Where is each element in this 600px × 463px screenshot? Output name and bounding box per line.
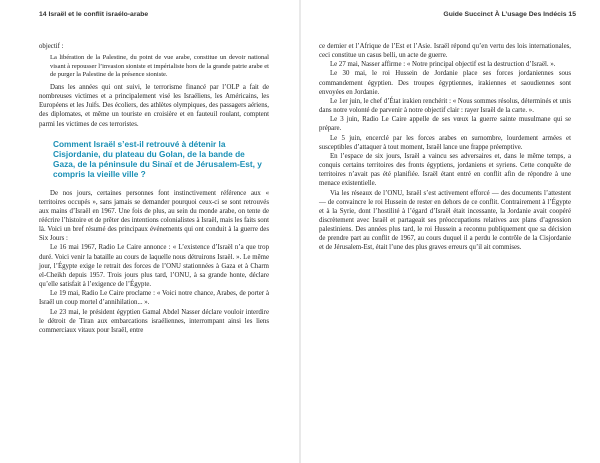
paragraph: ce dernier et l’Afrique de l’Est et l’Asie. Israël répond qu’en vertu des lois internationales, ceci constitue un casus belli, un acte de guerre. — [319, 43, 571, 60]
right-page — [301, 0, 600, 463]
left-page — [0, 0, 299, 463]
paragraph: Le 3 juin, Radio Le Caire appelle de ses vœux la guerre sainte musulmane qui se prépare. — [319, 116, 571, 133]
left-text-column — [39, 42, 269, 335]
paragraph: De nos jours, certaines personnes font instinctivement référence aux « territoires occupés », sans jamais se demander pourquoi ceux-ci se sont retrouvés aux mains d’Israël en 1967. Une fois de plus, au sein du monde arabe, on tente de réécrire l’histoire et de prêter des intentions colonialistes à Israël, mais les faits sont là. Voici un bref résumé des principaux événements qui ont conduit à la guerre des Six Jours : — [39, 189, 269, 243]
right-running-header: Guide Succinct À L’usage Des Indécis 15 — [443, 11, 576, 18]
paragraph: Le 30 mai, le roi Hussein de Jordanie place ses forces jordaniennes sous commandement égyptien. Des troupes égyptiennes, irakiennes et saoudiennes sont envoyées en Jordanie. — [319, 70, 571, 96]
paragraph: Dans les années qui ont suivi, le terrorisme financé par l’OLP a fait de nombreuses victimes et a principalement visé les Israéliens, les Américains, les Européens et les Juifs. Des écoliers, des athlètes olympiques, des passagers aériens, des diplomates, et même un touriste en croisière et en fauteuil roulant, comptent parmi les victimes de ces terroristes. — [39, 83, 269, 128]
right-text-column — [319, 42, 571, 253]
paragraph: Le 1er juin, le chef d’État irakien renchérit : « Nous sommes résolus, déterminés et unis dans notre volonté de parvenir à notre objectif clair : rayer Israël de la carte. ». — [319, 97, 571, 115]
paragraph: Via les réseaux de l’ONU, Israël s’est activement efforcé — des documents l’attestent — de convaincre le roi Hussein de rester en dehors de ce conflit. Contrairement à l’Égypte et à la Syrie, dont l’hostilité à l’égard d’Israël était incessante, la Jordanie avait coopéré discrètement avec Israël et partageait ses préoccupations relatives aux plans d’agression palestiniens. Des années plus tard, le roi Hussein a reconnu publiquement que sa décision de prendre part au conflit de 1967, au cours duquel il a perdu le contrôle de la Cisjordanie et de Jérusalem-Est, était l’une des plus graves erreurs qu’il ait commises. — [319, 189, 571, 252]
paragraph: En l’espace de six jours, Israël a vaincu ses adversaires et, dans le même temps, a conquis certains territoires des fronts égyptiens, jordaniens et syriens. Cette conquête de territoires n’avait pas été planifiée. Israël étant entré en conflit afin de répondre à une menace existentielle. — [319, 152, 571, 188]
paragraph: Le 27 mai, Nasser affirme : « Notre principal objectif est la destruction d’Israël. ». — [330, 61, 556, 69]
block-quote: La libération de la Palestine, du point de vue arabe, constitue un devoir national visant à repousser l’invasion sioniste et impérialiste hors de la grande patrie arabe et de purger la Palestine de la présence sioniste. — [50, 54, 269, 79]
paragraph: Le 16 mai 1967, Radio Le Caire annonce : « L’existence d’Israël n’a que trop duré. Voici venir la bataille au cours de laquelle nous détruirons Israël. ». Le même jour, l’Égypte exige le retrait des forces de l’ONU stationnées à Gaza et à Charm el-Cheikh depuis 1957. Trois jours plus tard, l’ONU, à sa grande honte, déclare qu’elle satisfait à l’exigence de l’Égypte. — [39, 244, 269, 289]
paragraph: Le 23 mai, le président égyptien Gamal Abdel Nasser déclare vouloir interdire le détroit de Tiran aux embarcations israéliennes, interrompant ainsi les liens commerciaux vitaux pour Israël, entre — [39, 308, 269, 334]
paragraph: Le 5 juin, encerclé par les forces arabes en surnombre, lourdement armées et susceptibles d’attaquer à tout moment, Israël lance une frappe préemptive. — [319, 134, 571, 151]
paragraph: objectif : — [39, 43, 64, 50]
left-running-header: 14 Israël et le conflit israélo-arabe — [39, 11, 149, 18]
section-heading: Comment Israël s’est-il retrouvé à détenir la Cisjordanie, du plateau du Golan, de la bande de Gaza, de la péninsule du Sinaï et de Jérusalem-Est, y compris la vieille ville ? — [53, 138, 262, 180]
paragraph: Le 19 mai, Radio Le Caire proclame : « Voici notre chance, Arabes, de porter à Israël un coup mortel d’annihilation... ». — [39, 290, 269, 307]
